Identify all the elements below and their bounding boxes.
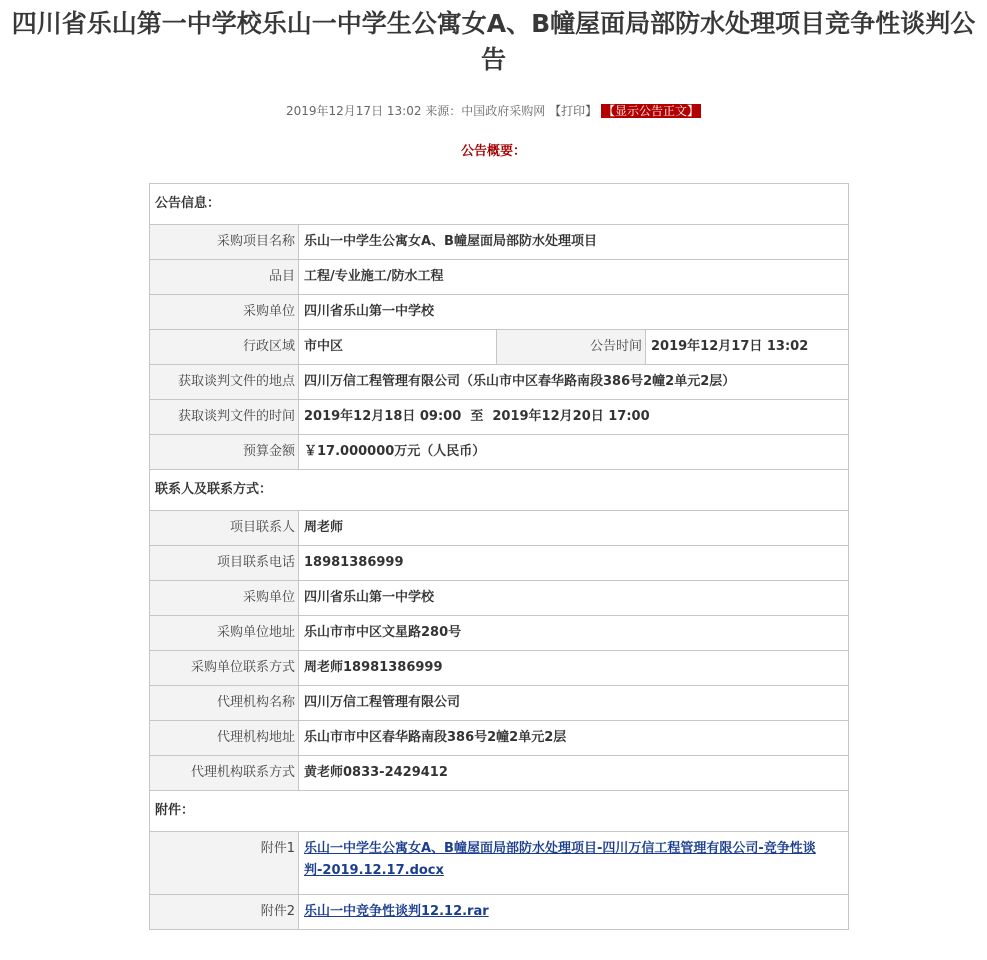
purchaser-contact: 周老师18981386999 xyxy=(299,651,849,686)
section-attachments-heading: 附件： xyxy=(150,791,849,832)
row-label: 采购单位联系方式 xyxy=(150,651,299,686)
doc-place: 四川万信工程管理有限公司（乐山市中区春华路南段386号2幢2单元2层） xyxy=(299,365,849,400)
table-row xyxy=(150,260,849,295)
article-meta xyxy=(0,103,987,119)
announcement-summary-table xyxy=(149,183,849,930)
table-row xyxy=(150,435,849,470)
attachment-cell xyxy=(299,832,849,895)
section-info-heading: 公告信息： xyxy=(150,184,849,225)
table-row xyxy=(150,651,849,686)
publish-datetime: 2019年12月17日 13:02 xyxy=(285,104,422,118)
attachment-link-1[interactable]: 乐山一中学生公寓女A、B幢屋面局部防水处理项目-四川万信工程管理有限公司-竞争性谈判-2019.12.17.docx xyxy=(304,841,816,878)
table-row xyxy=(150,895,849,930)
budget: ￥17.000000万元（人民币） xyxy=(299,435,849,470)
row-label: 代理机构联系方式 xyxy=(150,756,299,791)
region: 市中区 xyxy=(299,330,497,365)
doc-time: 2019年12月18日 09:00 至 2019年12月20日 17:00 xyxy=(299,400,849,435)
table-row xyxy=(150,616,849,651)
row-label: 采购单位 xyxy=(150,581,299,616)
publish-time: 2019年12月17日 13:02 xyxy=(646,330,849,365)
row-label: 获取谈判文件的时间 xyxy=(150,400,299,435)
row-label: 预算金额 xyxy=(150,435,299,470)
table-row xyxy=(150,721,849,756)
table-row xyxy=(150,581,849,616)
contact-purchaser: 四川省乐山第一中学校 xyxy=(299,581,849,616)
row-label: 附件2 xyxy=(150,895,299,930)
purchaser: 四川省乐山第一中学校 xyxy=(299,295,849,330)
agency-contact: 黄老师0833-2429412 xyxy=(299,756,849,791)
row-label: 附件1 xyxy=(150,832,299,895)
attachment-link-2[interactable]: 乐山一中竞争性谈判12.12.rar xyxy=(304,904,489,919)
row-label: 采购单位地址 xyxy=(150,616,299,651)
row-label: 代理机构名称 xyxy=(150,686,299,721)
source: 来源：中国政府采购网 xyxy=(425,104,546,118)
table-row xyxy=(150,511,849,546)
table-row xyxy=(150,756,849,791)
category: 工程/专业施工/防水工程 xyxy=(299,260,849,295)
row-label: 行政区域 xyxy=(150,330,299,365)
row-label: 采购项目名称 xyxy=(150,225,299,260)
table-row xyxy=(150,400,849,435)
summary-heading: 公告概要： xyxy=(460,144,526,159)
row-label: 项目联系电话 xyxy=(150,546,299,581)
table-row xyxy=(150,295,849,330)
row-label: 项目联系人 xyxy=(150,511,299,546)
table-row xyxy=(150,225,849,260)
project-contact: 周老师 xyxy=(299,511,849,546)
row-label: 公告时间 xyxy=(497,330,646,365)
table-row xyxy=(150,832,849,895)
row-label: 获取谈判文件的地点 xyxy=(150,365,299,400)
row-label: 采购单位 xyxy=(150,295,299,330)
row-label: 品目 xyxy=(150,260,299,295)
show-full-text-button[interactable]: 【显示公告正文】 xyxy=(602,104,699,118)
project-phone: 18981386999 xyxy=(299,546,849,581)
page-title: 四川省乐山第一中学校乐山一中学生公寓女A、B幢屋面局部防水处理项目竞争性谈判公告 xyxy=(11,9,976,74)
attachment-cell xyxy=(299,895,849,930)
table-row xyxy=(150,330,849,365)
agency-name: 四川万信工程管理有限公司 xyxy=(299,686,849,721)
purchaser-address: 乐山市市中区文星路280号 xyxy=(299,616,849,651)
table-row xyxy=(150,686,849,721)
project-name: 乐山一中学生公寓女A、B幢屋面局部防水处理项目 xyxy=(299,225,849,260)
table-row xyxy=(150,546,849,581)
agency-address: 乐山市市中区春华路南段386号2幢2单元2层 xyxy=(299,721,849,756)
row-label: 代理机构地址 xyxy=(150,721,299,756)
section-contact-heading: 联系人及联系方式： xyxy=(150,470,849,511)
print-link[interactable]: 【打印】 xyxy=(549,104,598,118)
table-row xyxy=(150,365,849,400)
